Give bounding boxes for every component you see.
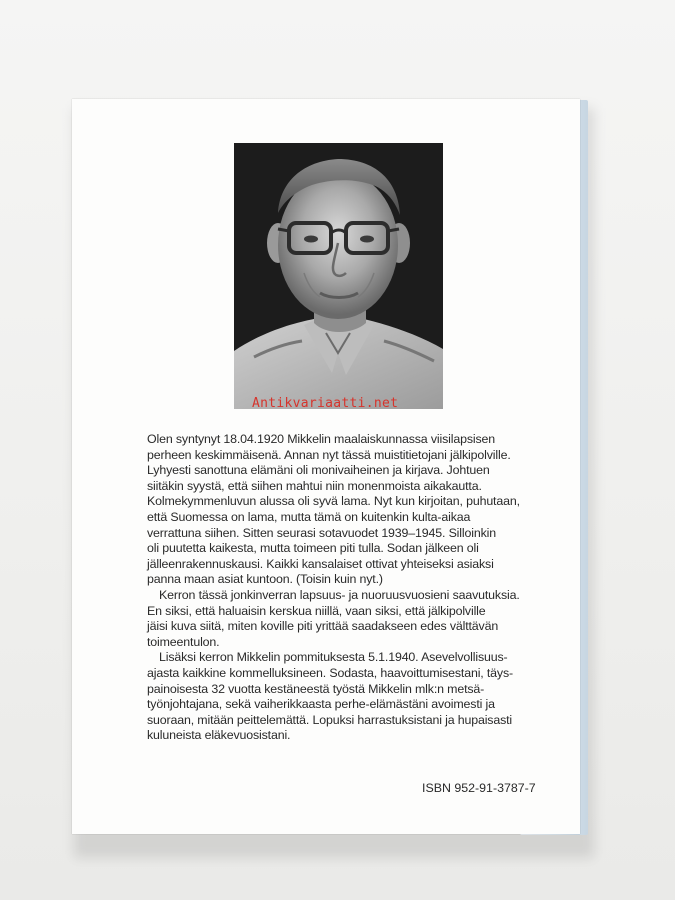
elderly-man-portrait-icon <box>234 143 443 409</box>
blurb-paragraph-2 <box>147 588 551 650</box>
blurb-line: että Suomessa on lama, mutta tämä on kuitenkin kulta-aikaa <box>147 509 471 524</box>
blurb-line: painoisesta 32 vuotta kestäneestä työstä Mikkelin mlk:n metsä- <box>147 681 485 696</box>
author-photo <box>234 143 443 409</box>
blurb-line: Kolmekymmenluvun alussa oli syvä lama. Nyt kun kirjoitan, puhutaan, <box>147 494 520 509</box>
isbn-number: ISBN 952-91-3787-7 <box>422 781 536 795</box>
blurb-line: En siksi, että haluaisin kerskua niillä, vaan siksi, että jälkipolville <box>147 603 486 618</box>
blurb-line: siitäkin syystä, että siihen mahtui niin monenmoista aikakautta. <box>147 478 482 493</box>
blurb-paragraph-1 <box>147 432 551 588</box>
back-cover-blurb <box>147 432 551 744</box>
blurb-line: Olen syntynyt 18.04.1920 Mikkelin maalaiskunnassa viisilapsisen <box>147 432 495 446</box>
book-back-cover <box>72 99 580 834</box>
blurb-line: kuluneista eläkevuosistani. <box>147 728 291 743</box>
watermark-text: Antikvariaatti.net <box>252 396 399 411</box>
blurb-line: panna maan asiat kuntoon. (Toisin kuin nyt.) <box>147 572 383 587</box>
blurb-line: työnjohtajana, sekä vaiherikkaasta perhe-elämästäni avoimesti ja <box>147 697 495 712</box>
blurb-line: toimeentulon. <box>147 634 220 649</box>
blurb-line: perheen keskimmäisenä. Annan nyt tässä muistitietojani jälkipolville. <box>147 447 511 462</box>
blurb-line: ajasta kaikkine kommelluksineen. Sodasta, haavoittumisestani, täys- <box>147 665 513 680</box>
blurb-line: Kerron tässä jonkinverran lapsuus- ja nuoruusvuosieni saavutuksia. <box>159 587 520 602</box>
blurb-line: verrattuna siihen. Sitten seurasi sotavuodet 1939–1945. Silloinkin <box>147 525 496 540</box>
blurb-line: Lyhyesti sanottuna elämäni oli monivaiheinen ja kirjava. Johtuen <box>147 463 490 478</box>
blurb-paragraph-3 <box>147 650 551 744</box>
blurb-line: oli puutetta kaikesta, mutta toimeen piti tulla. Sodan jälkeen oli <box>147 541 479 556</box>
blurb-line: jäisi kuva siitä, miten koville piti yrittää saadakseen edes välttävän <box>147 619 499 634</box>
blurb-line: Lisäksi kerron Mikkelin pommituksesta 5.1.1940. Asevelvollisuus- <box>159 650 508 665</box>
blurb-line: jälleenrakennuskausi. Kaikki kansalaiset ottivat yhteiseksi asiaksi <box>147 556 494 571</box>
blurb-line: suoraan, mitään peittelemättä. Lopuksi harrastuksistani ja hupaisasti <box>147 712 513 727</box>
